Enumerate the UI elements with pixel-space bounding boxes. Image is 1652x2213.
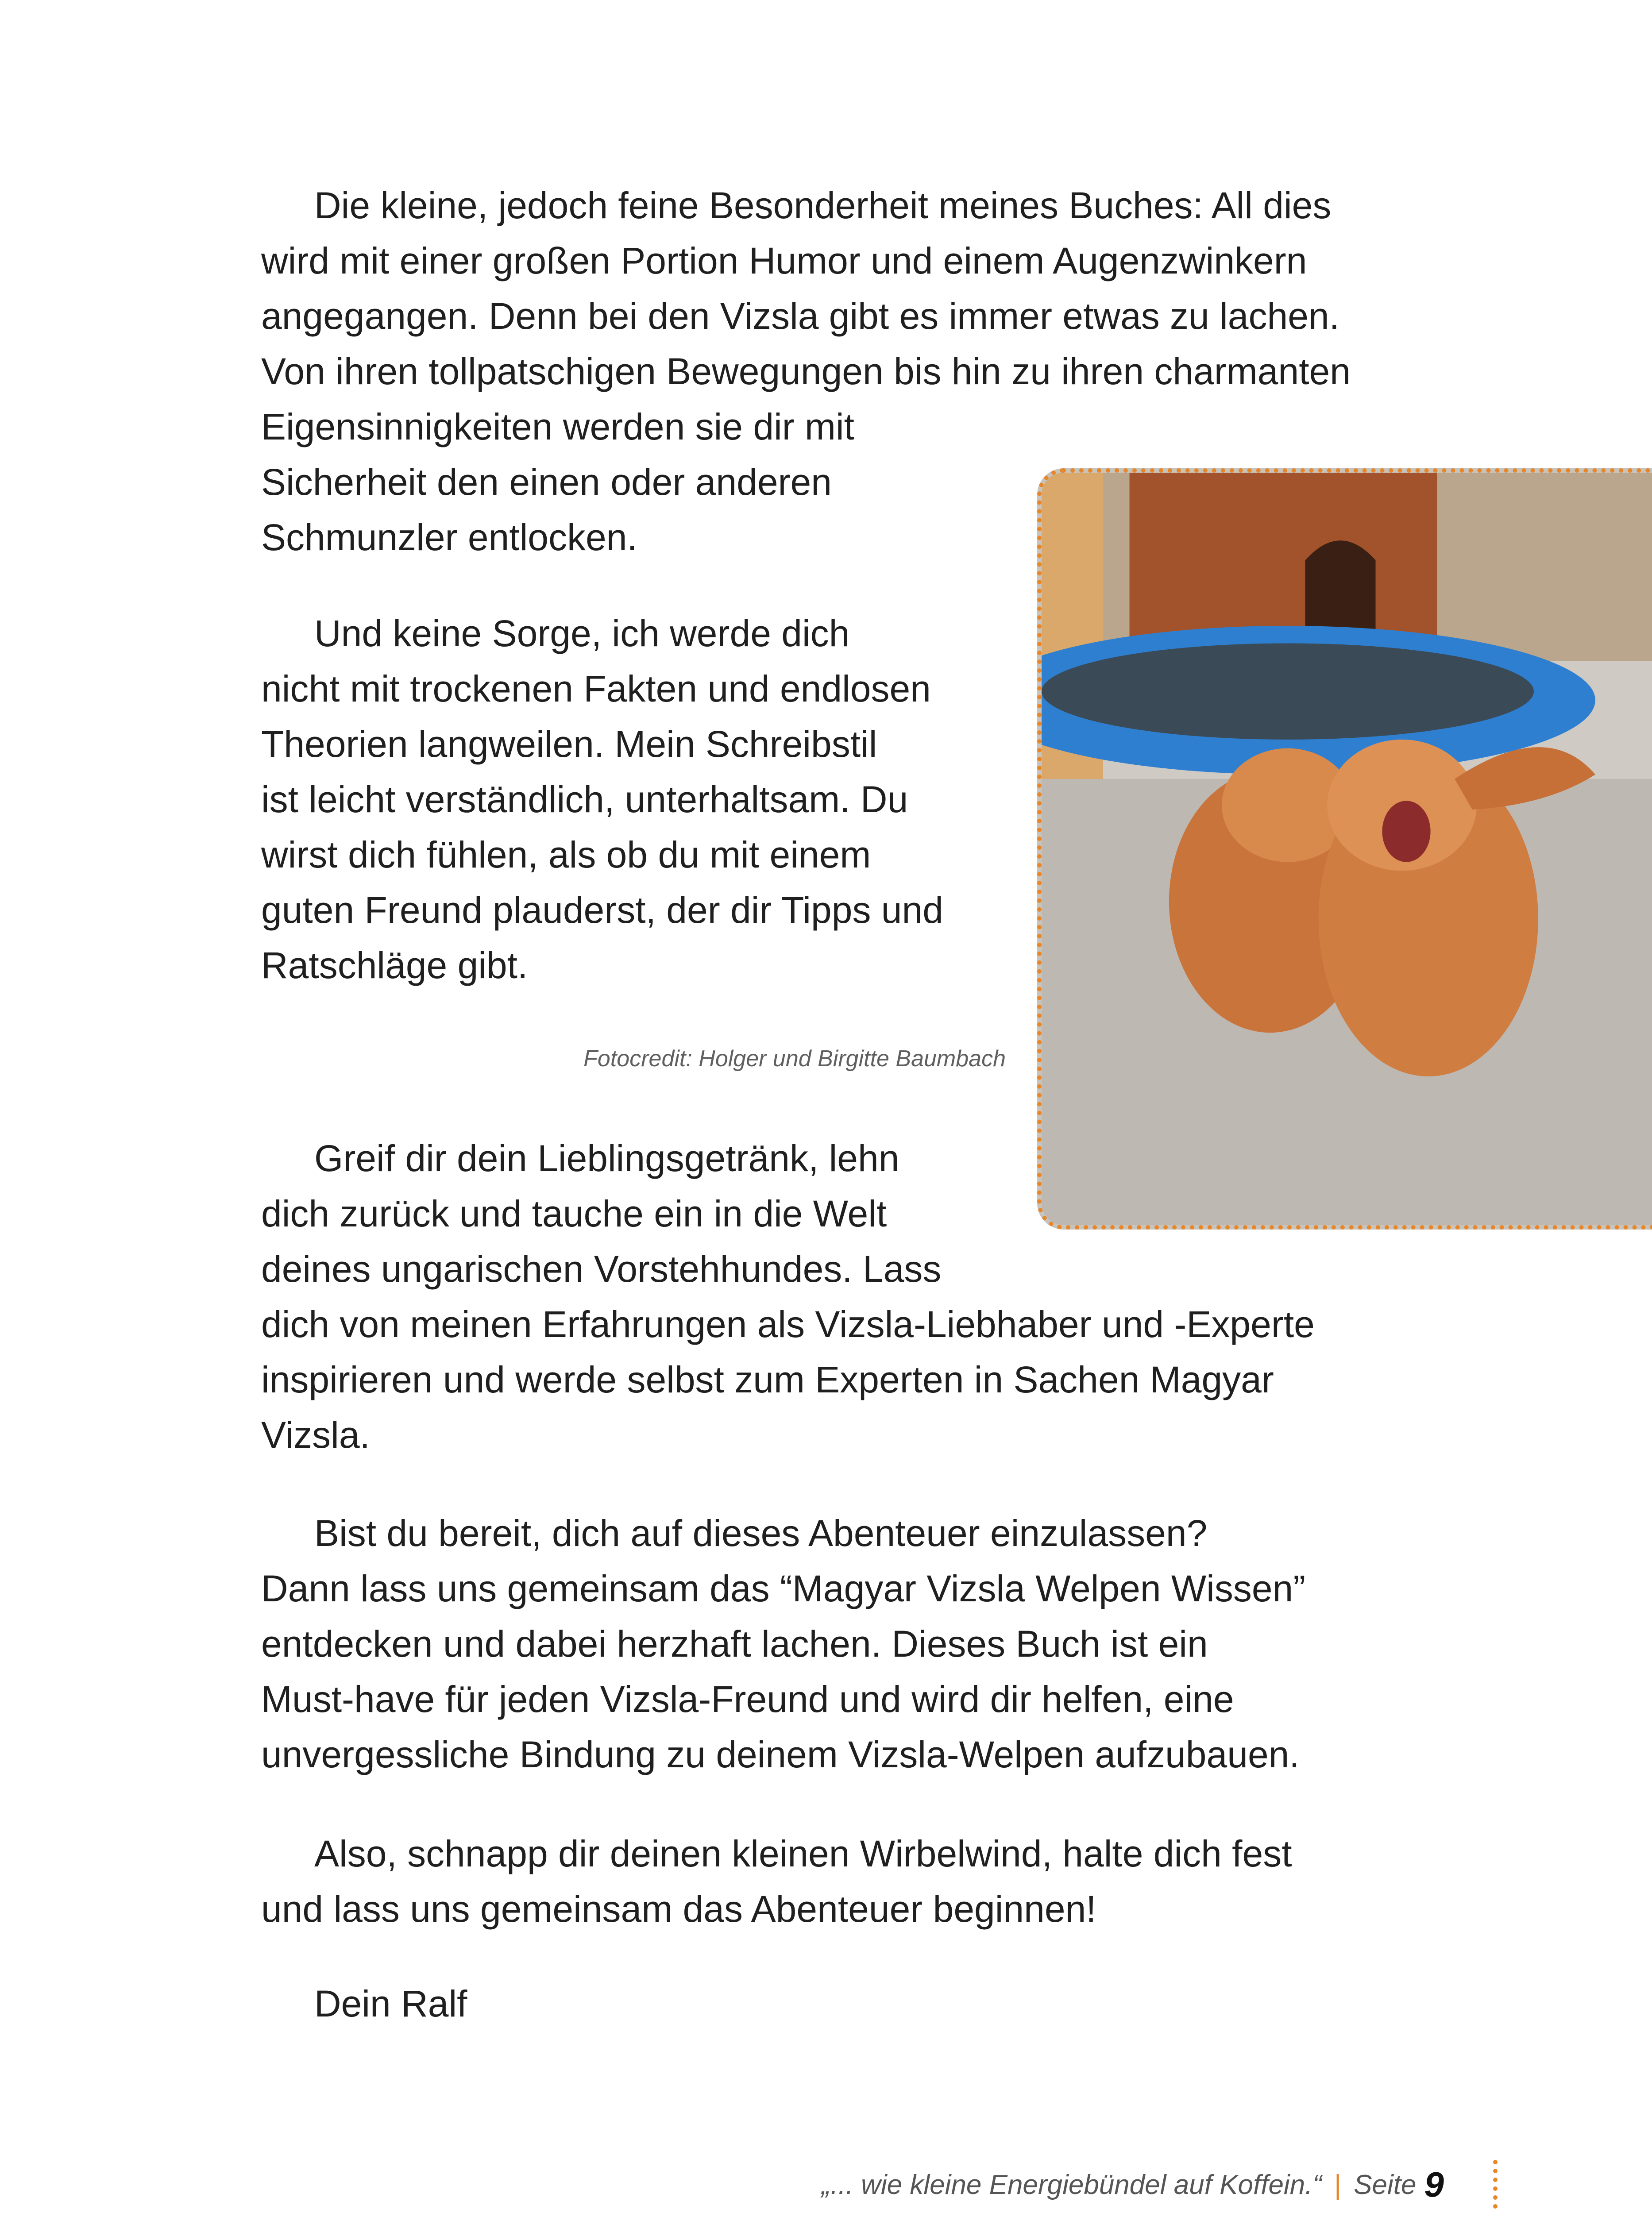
- footer-dotted-rule: [1493, 2160, 1498, 2209]
- footer-quote: „... wie kleine Energiebündel auf Koffein.“: [821, 2169, 1322, 2200]
- page-footer: [822, 2164, 1444, 2205]
- puppy-open-mouth: [1382, 801, 1430, 862]
- signature: Dein Ralf: [314, 1983, 467, 2024]
- dog-bed-fabric: [1042, 643, 1534, 739]
- paragraph-intro-humor: Die kleine, jedoch feine Besonderheit meines Buches: All dies wird mit einer großen Portion Humor und einem Augenzwinkern angegangen. Denn bei den Vizsla gibt es immer etwas zu lachen. Von ihren tollpatschigen Bewegungen bis hin zu ihren charmanten Eigensinnigkeiten werden sie dir mit Sicherheit den einen oder anderen Schmunzler entlocken.: [261, 185, 1351, 558]
- paragraph-adventure-question: Bist du bereit, dich auf dieses Abenteuer einzulassen? Dann lass uns gemeinsam das “Magyar Vizsla Welpen Wissen” entdecken und dabei herzhaft lachen. Dieses Buch ist ein Must-have für jeden Vizsla-Freund und wird dir helfen, eine unvergessliche Bindung zu deinem Vizsla-Welpen aufzubauen.: [261, 1512, 1306, 1775]
- page-number: 9: [1424, 2165, 1444, 2204]
- paragraph-writing-style: Und keine Sorge, ich werde dich nicht mit trockenen Fakten und endlosen Theorien langweilen. Mein Schreibstil ist leicht verständlich, unterhaltsam. Du wirst dich fühlen, als ob du mit einem guten Freund plauderst, der dir Tipps und Ratschläge gibt.: [261, 613, 943, 986]
- page-label: Seite: [1354, 2169, 1417, 2200]
- paragraph-favorite-drink: Greif dir dein Lieblingsgetränk, lehn dich zurück und tauche ein in die Welt deines ungarischen Vorstehhundes. Lass dich von meinen Erfahrungen als Vizsla-Liebhaber und -Experte inspirieren und werde selbst zum Experten in Sachen Magyar Vizsla.: [261, 1137, 1315, 1456]
- paragraph-call-to-action: Also, schnapp dir deinen kleinen Wirbelwind, halte dich fest und lass uns gemeinsam das Abenteuer beginnen!: [261, 1833, 1292, 1930]
- photo-caption: Fotocredit: Holger und Birgitte Baumbach: [583, 1046, 1006, 1072]
- photo-illustration: [1042, 473, 1652, 1225]
- vizsla-puppies-photo: [1037, 468, 1652, 1230]
- footer-separator: |: [1334, 2169, 1342, 2200]
